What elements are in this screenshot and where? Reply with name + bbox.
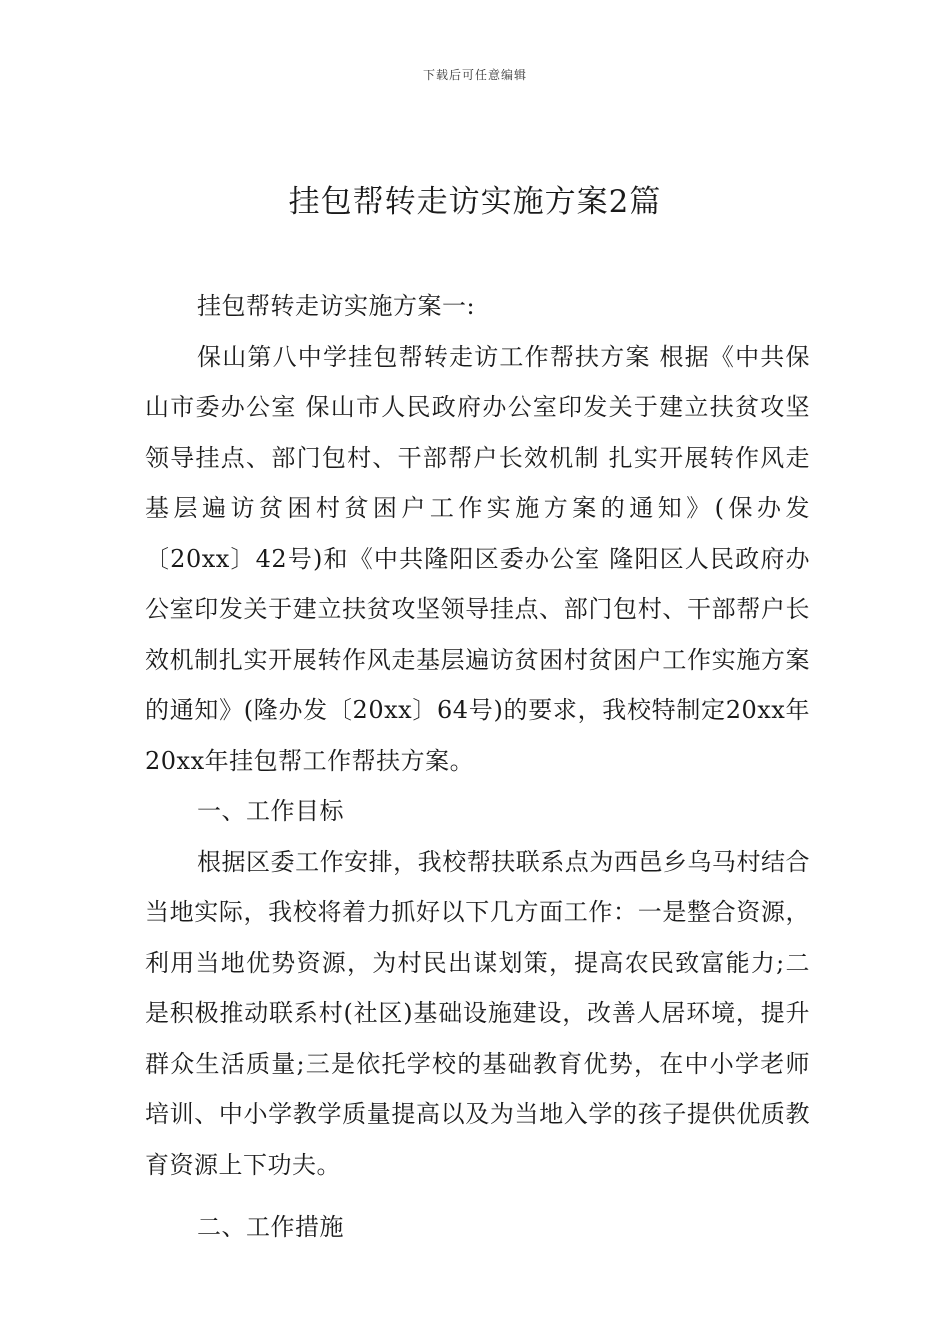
paragraph-work-goals: 根据区委工作安排，我校帮扶联系点为西邑乡乌马村结合当地实际，我校将着力抓好以下几方面工作：一是整合资源，利用当地优势资源，为村民出谋划策，提高农民致富能力;二是积极推动联系村(社区)基础设施建设，改善人居环境，提升群众生活质量;三是依托学校的基础教育优势，在中小学老师培训、中小学教学质量提高以及为当地入学的孩子提供优质教育资源上下功夫。	[145, 847, 810, 1179]
section-intro: 挂包帮转走访实施方案一:	[197, 292, 476, 320]
document-title: 挂包帮转走访实施方案2篇	[288, 184, 662, 220]
paragraph-background: 保山第八中学挂包帮转走访工作帮扶方案 根据《中共保山市委办公室 保山市人民政府办公室印发关于建立扶贫攻坚领导挂点、部门包村、干部帮户长效机制 扎实开展转作风走基层遍访贫困村贫困户工作实施方案的通知》(保办发〔20xx〕42号)和《中共隆阳区委办公室 隆阳区人民政府办公室印发关于建立扶贫攻坚领导挂点、部门包村、干部帮户长效机制扎实开展转作风走基层遍访贫困村贫困户工作实施方案的通知》(隆办发〔20xx〕64号)的要求，我校特制定20xx年20xx年挂包帮工作帮扶方案。	[145, 342, 810, 775]
heading-work-goals: 一、工作目标	[197, 797, 344, 825]
page-header-note: 下载后可任意编辑	[422, 68, 527, 82]
heading-work-measures: 二、工作措施	[197, 1213, 344, 1241]
document-body	[145, 281, 810, 1253]
